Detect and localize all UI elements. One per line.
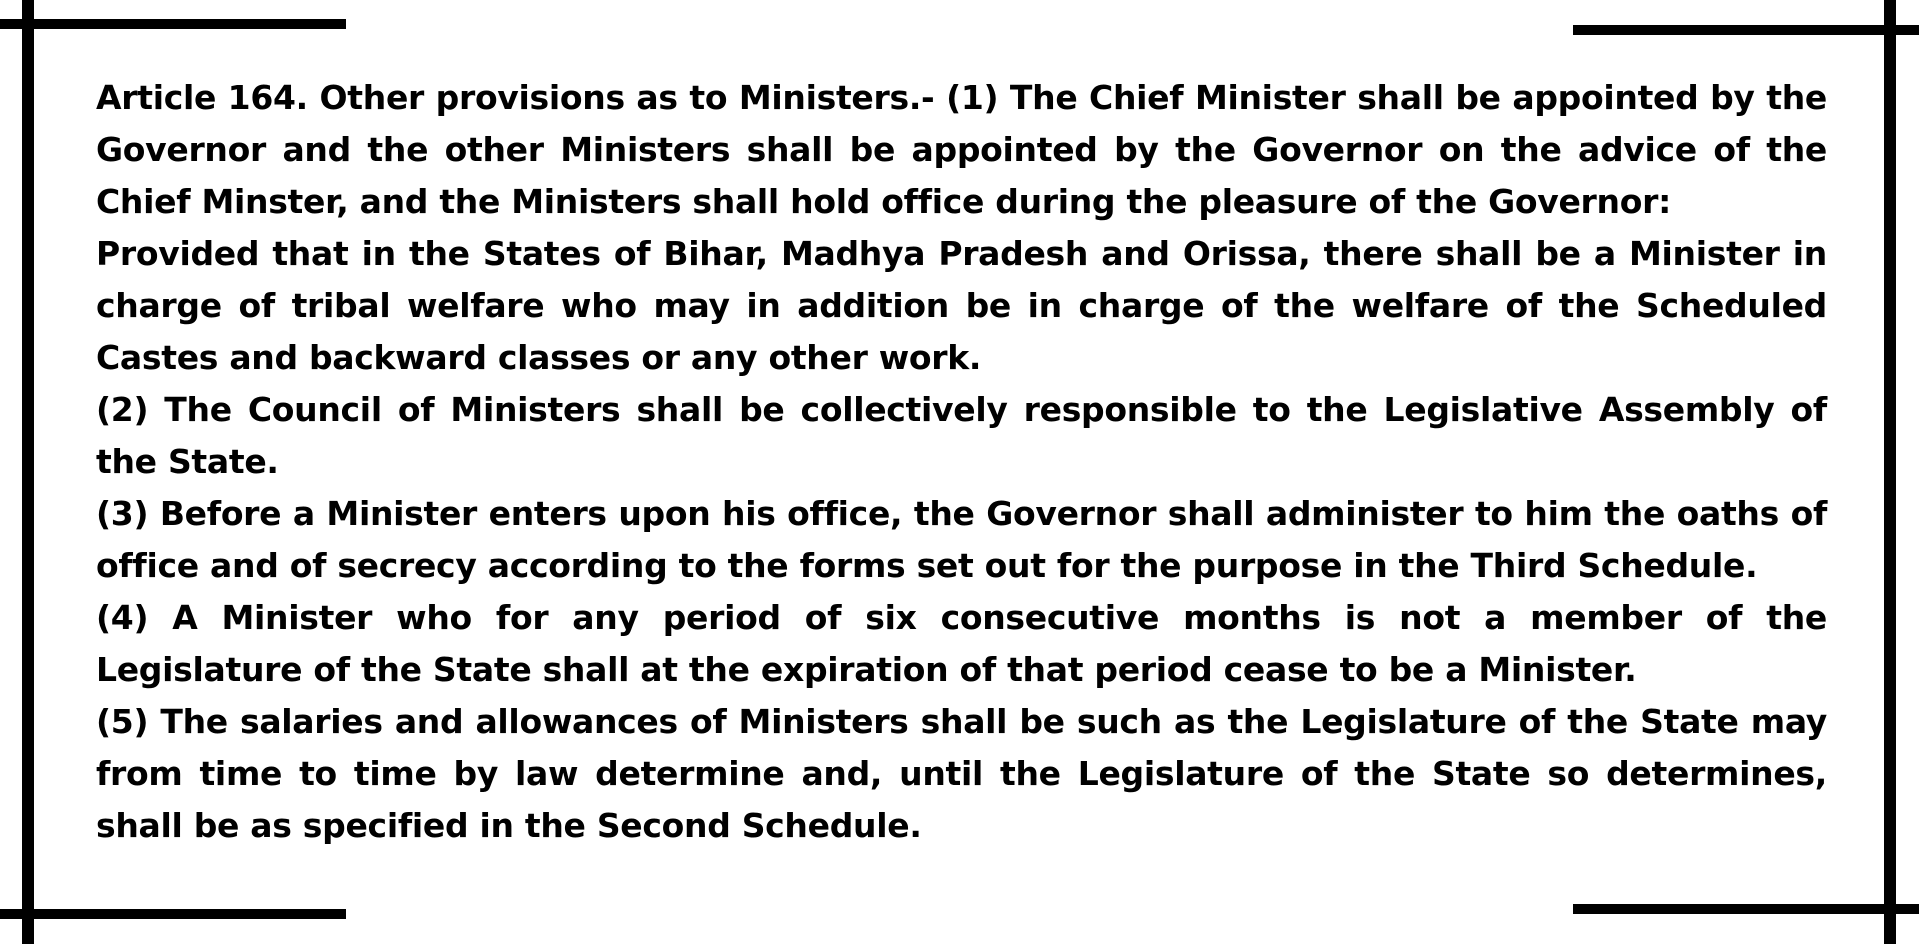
frame-bottom-right-bar: [1573, 904, 1919, 914]
frame-top-right-bar: [1573, 25, 1919, 35]
article-paragraph-2: (2) The Council of Ministers shall be collectively responsible to the Legislative Assembly of the State.: [96, 390, 1827, 481]
article-paragraph-3: (3) Before a Minister enters upon his office, the Governor shall administer to him the oaths of office and of secrecy according to the forms set out for the purpose in the Third Schedule.: [96, 494, 1827, 585]
article-paragraph-4: (4) A Minister who for any period of six consecutive months is not a member of the Legislature of the State shall at the expiration of that period cease to be a Minister.: [96, 598, 1827, 689]
article-paragraph-proviso: Provided that in the States of Bihar, Madhya Pradesh and Orissa, there shall be a Minister in charge of tribal welfare who may in addition be in charge of the welfare of the Scheduled Castes and backward classes or any other work.: [96, 234, 1827, 377]
article-text: [96, 72, 1827, 852]
frame-right-bar: [1884, 0, 1896, 944]
frame-left-bar: [22, 0, 34, 944]
frame-bottom-left-bar: [0, 909, 346, 919]
frame-top-left-bar: [0, 19, 346, 29]
article-paragraph-1: Article 164. Other provisions as to Ministers.- (1) The Chief Minister shall be appointed by the Governor and the other Ministers shall be appointed by the Governor on the advice of the Chief Minster, and the Ministers shall hold office during the pleasure of the Governor:: [96, 78, 1827, 221]
article-paragraph-5: (5) The salaries and allowances of Ministers shall be such as the Legislature of the State may from time to time by law determine and, until the Legislature of the State so determines, shall be as specified in the Second Schedule.: [96, 702, 1827, 845]
